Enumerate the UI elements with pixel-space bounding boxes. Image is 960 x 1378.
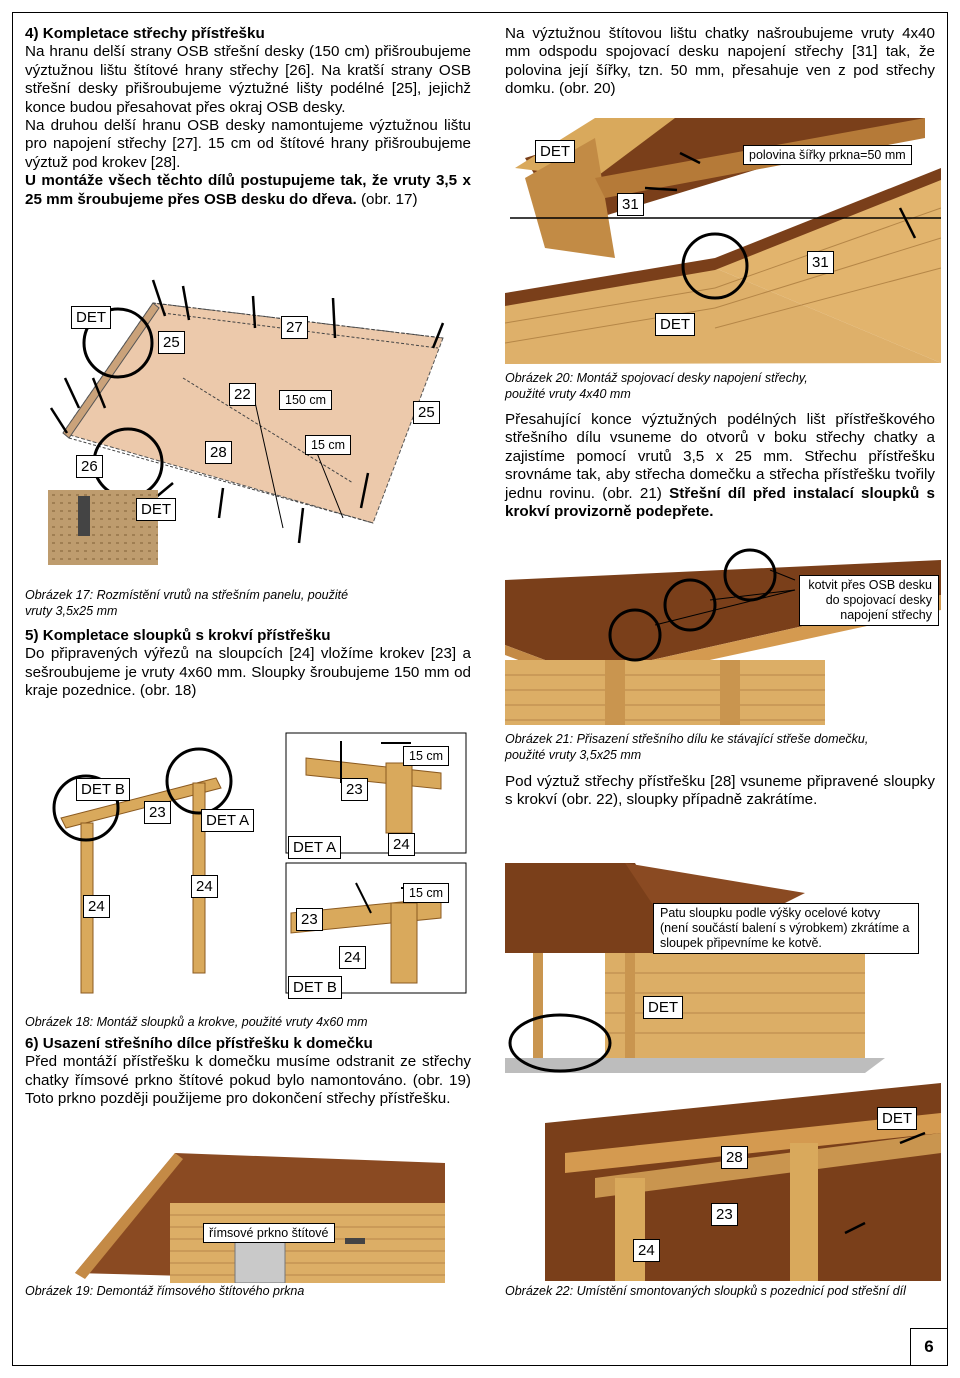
figure-17-caption: Obrázek 17: Rozmístění vrutů na střešním panelu, použité vruty 3,5x25 mm (25, 588, 349, 618)
fig17-label-22: 22 (229, 383, 256, 406)
fig18-label-det-b: DET B (76, 778, 130, 801)
page-number: 6 (910, 1328, 947, 1365)
fig18-label-15cm-top: 15 cm (403, 746, 449, 766)
fig20-label-31-top: 31 (617, 193, 644, 216)
fig17-label-26: 26 (76, 455, 103, 478)
figure-18 (41, 723, 471, 1003)
figure-19-drawing (25, 1143, 471, 1283)
figure-22-caption: Obrázek 22: Umístění smontovaných sloupků s pozednicí pod střešní díl (505, 1284, 906, 1298)
fig18-label-24-mid: 24 (191, 875, 218, 898)
fig17-label-28: 28 (205, 441, 232, 464)
fig18-label-24-top: 24 (388, 833, 415, 856)
fig17-label-27: 27 (281, 316, 308, 339)
section-4-paragraph-1: Na hranu delší strany OSB střešní desky (150 cm) přišroubujeme výztužnou lištu štítové hrany střechy [26]. Na kratší strany OSB střešní desky přišroubujeme výztužné lišty podélné [25], jejichž konce budou přesahovat přes okraj OSB desky. (25, 43, 471, 116)
section-4-heading: 4) Kompletace střechy přístřešku (25, 25, 265, 42)
figure-21 (505, 535, 941, 725)
figure-20-caption: Obrázek 20: Montáž spojovací desky napojení střechy, použité vruty 4x40 mm (505, 371, 808, 401)
fig20-label-det-bottom: DET (655, 313, 695, 336)
fig18-label-23-top: 23 (341, 778, 368, 801)
figure-21-caption: Obrázek 21: Přisazení střešního dílu ke stávající střeše domečku, použité vruty 3,5x25 mm (505, 732, 869, 762)
fig20-label-half-width: polovina šířky prkna=50 mm (743, 145, 912, 165)
figure-19-caption: Obrázek 19: Demontáž římsového štítového prkna (25, 1284, 305, 1298)
section-4-paragraph-3: U montáže všech těchto dílů postupujeme tak, že vruty 3,5 x 25 mm šroubujeme přes OSB desku do dřeva. (25, 172, 471, 208)
fig20-label-31-right: 31 (807, 251, 834, 274)
fig18-label-24-left: 24 (83, 895, 110, 918)
section-6-heading: 6) Usazení střešního dílce přístřešku k domečku (25, 1035, 373, 1052)
section-4-paragraph-2: Na druhou delší hranu OSB desky namontujeme výztužnou lištu pro napojení střechy [27]. 15 cm od štítové hrany přišroubujeme výztuž pod krokev [28]. (25, 117, 471, 171)
page-frame (12, 12, 948, 1366)
section-5-text (25, 627, 471, 701)
fig18-label-15cm-bottom: 15 cm (403, 883, 449, 903)
fig18-label-23-left: 23 (144, 801, 171, 824)
right-middle-text (505, 411, 935, 521)
figure-18-caption: Obrázek 18: Montáž sloupků a krokve, použité vruty 4x60 mm (25, 1015, 368, 1029)
fig21-note: kotvit přes OSB desku do spojovací desky napojení střechy (799, 575, 939, 626)
section-5-body: Do připravených výřezů na sloupcích [24] vložíme krokev [23] a sešroubujeme je vruty 4x60 mm. Sloupky šroubujeme 150 mm od kraje pozednice. (obr. 18) (25, 645, 471, 700)
fig22-label-23: 23 (711, 1203, 738, 1226)
fig17-label-det-bottom: DET (136, 498, 176, 521)
right-middle-body: Přesahující konce výztužných podélných lišt přístřeškového střešního dílu vsuneme do otvorů v boku střechy chatky a zajistíme pomocí vrutů 3,5 x 25 mm. Střechu přístřešku srovnáme tak, aby střecha domečku a střecha přístřešku tvořily jednu rovinu. (obr. 21) (505, 411, 935, 502)
fig17-label-det-top: DET (71, 306, 111, 329)
fig22-note: Patu sloupku podle výšky ocelové kotvy (není součástí balení s výrobkem) zkrátíme a sloupek připevníme ke kotvě. (653, 903, 919, 954)
fig22-label-24: 24 (633, 1239, 660, 1262)
fig22-label-det-top: DET (643, 996, 683, 1019)
section-5-heading: 5) Kompletace sloupků s krokví přístřešku (25, 627, 331, 644)
figure-19 (25, 1143, 471, 1283)
section-6-text (25, 1035, 471, 1109)
fig22-label-det-bottom: DET (877, 1107, 917, 1130)
figure-22 (505, 833, 941, 1281)
section-6-body: Před montáží přístřešku k domečku musíme odstranit ze střechy chatky římsové prkno štítové pokud bylo namontováno. (obr. 19) Toto prkno později použijeme pro dokončení střechy přístřešku. (25, 1053, 471, 1108)
fig18-label-det-a-detail: DET A (288, 836, 341, 859)
fig17-label-15cm: 15 cm (305, 435, 351, 455)
fig17-label-25-right: 25 (413, 401, 440, 424)
right-top-text: Na výztužnou štítovou lištu chatky našroubujeme vruty 4x40 mm odspodu spojovací desku napojení střechy [31] tak, že polovina její šířky, tzn. 50 mm, přesahuje ven z pod střechy domku. (obr. 20) (505, 25, 935, 98)
section-4-ref: (obr. 17) (360, 190, 418, 208)
fig22-label-28: 28 (721, 1146, 748, 1169)
fig17-label-25-left: 25 (158, 331, 185, 354)
figure-21-drawing (505, 535, 941, 725)
right-middle-bold: Střešní díl před instalací sloupků s krokví provizorně podepřete. (505, 484, 935, 521)
fig18-label-det-a: DET A (201, 809, 254, 832)
figure-20 (505, 118, 941, 364)
section-4-text (25, 25, 471, 209)
fig17-label-150cm: 150 cm (279, 390, 332, 410)
figure-17 (43, 268, 463, 568)
fig20-label-det-top: DET (535, 140, 575, 163)
fig18-label-24-bottom: 24 (339, 946, 366, 969)
fig18-label-det-b-detail: DET B (288, 976, 342, 999)
fig18-label-23-bottom: 23 (296, 908, 323, 931)
right-bottom-text: Pod výztuž střechy přístřešku [28] vsuneme připravené sloupky s krokví (obr. 22), sloupky případně zakrátíme. (505, 773, 935, 809)
fig19-label-fascia: římsové prkno štítové (203, 1223, 335, 1243)
